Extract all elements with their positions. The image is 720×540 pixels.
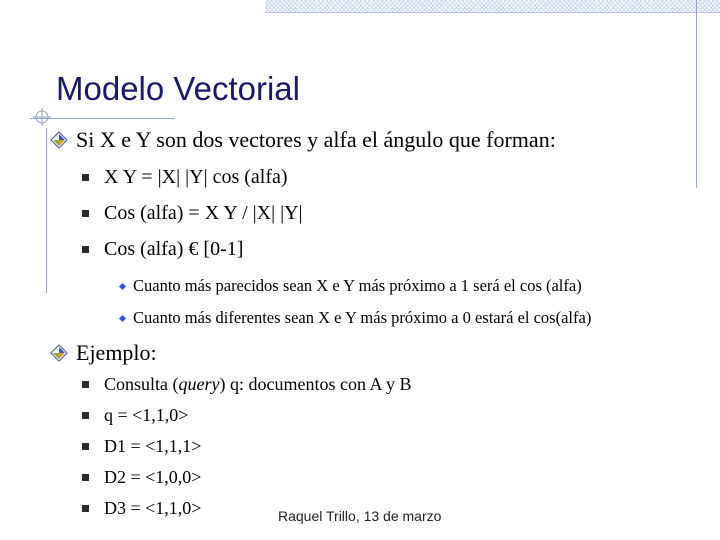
square-bullet-icon <box>82 174 89 181</box>
sub-sub-bullet-text: Cuanto más parecidos sean X e Y más próximo a 1 será el cos (alfa) <box>133 276 582 295</box>
sub-sub-bullet <box>120 308 591 328</box>
small-diamond-bullet-icon <box>119 282 126 289</box>
title-underline <box>30 118 175 119</box>
slide-footer: Raquel Trillo, 13 de marzo <box>278 508 442 524</box>
bullet-point <box>50 127 556 153</box>
sub-bullet <box>82 405 188 426</box>
sub-bullet <box>82 467 201 488</box>
sub-sub-bullet-text: Cuanto más diferentes sean X e Y más próximo a 0 estará el cos(alfa) <box>133 308 592 327</box>
square-bullet-icon <box>82 412 89 419</box>
square-bullet-icon <box>82 505 89 512</box>
consulta-query: query <box>178 374 220 394</box>
sub-bullet-text: q = <1,1,0> <box>104 405 189 425</box>
square-bullet-icon <box>82 210 89 217</box>
consulta-prefix: Consulta ( <box>104 374 179 394</box>
square-bullet-icon <box>82 246 89 253</box>
sub-bullet-text: D2 = <1,0,0> <box>104 467 202 487</box>
sub-bullet-text: Cos (alfa) € [0-1] <box>104 238 244 260</box>
sub-bullet <box>82 202 303 225</box>
sub-bullet-text <box>104 374 411 395</box>
decorative-vertical-line-left <box>46 128 47 293</box>
small-diamond-bullet-icon <box>119 314 126 321</box>
crosshair-icon <box>33 108 51 126</box>
bullet-text: Ejemplo: <box>76 340 157 365</box>
sub-bullet <box>82 374 411 395</box>
bullet-point <box>50 340 157 366</box>
header-pattern <box>265 0 720 13</box>
sub-bullet-text: Cos (alfa) = X Y / |X| |Y| <box>104 202 303 224</box>
decorative-vertical-line-right <box>696 0 697 188</box>
square-bullet-icon <box>82 474 89 481</box>
sub-bullet-text: D1 = <1,1,1> <box>104 436 202 456</box>
diamond-bullet-icon <box>50 131 68 149</box>
sub-sub-bullet <box>120 276 582 296</box>
slide-title: Modelo Vectorial <box>56 70 300 107</box>
sub-bullet-text: D3 = <1,1,0> <box>104 498 202 518</box>
square-bullet-icon <box>82 443 89 450</box>
square-bullet-icon <box>82 381 89 388</box>
sub-bullet <box>82 238 243 261</box>
sub-bullet <box>82 498 201 519</box>
consulta-suffix: ) q: documentos con A y B <box>219 374 412 394</box>
sub-bullet <box>82 166 288 189</box>
bullet-text: Si X e Y son dos vectores y alfa el ángulo que forman: <box>76 127 556 152</box>
sub-bullet <box>82 436 201 457</box>
diamond-bullet-icon <box>50 344 68 362</box>
sub-bullet-text: X Y = |X| |Y| cos (alfa) <box>104 166 288 188</box>
